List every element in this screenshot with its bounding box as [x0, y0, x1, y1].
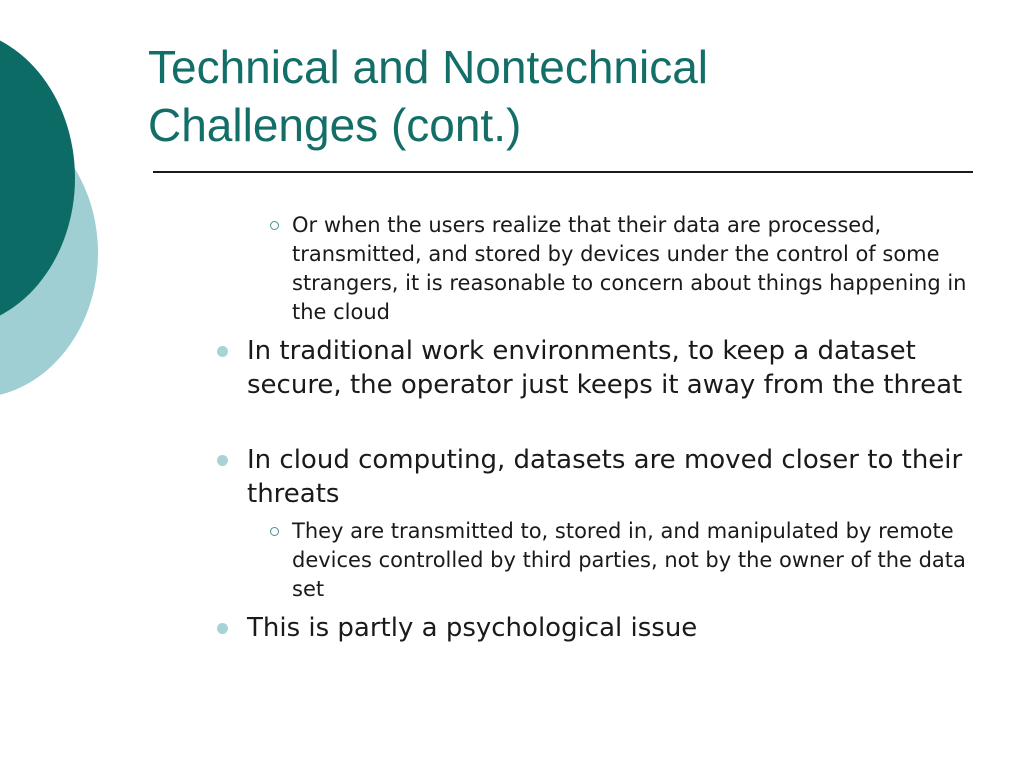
filled-bullet-icon — [217, 455, 228, 466]
slide-title-line-2: Challenges (cont.) — [148, 99, 522, 151]
bullet-item — [247, 334, 982, 402]
bullet-text: They are transmitted to, stored in, and manipulated by remote devices controlled by third parties, not by the owner of the data set — [292, 519, 966, 601]
bullet-item-sub — [292, 517, 972, 604]
bullet-text: In cloud computing, datasets are moved closer to their threats — [247, 445, 963, 509]
bullet-text: Or when the users realize that their data are processed, transmitted, and stored by devices under the control of some strangers, it is reasonable to concern about things happening in the cloud — [292, 213, 967, 324]
bullet-item — [247, 443, 982, 511]
bullet-text: This is partly a psychological issue — [247, 613, 698, 643]
bullet-item-sub — [292, 211, 972, 327]
filled-bullet-icon — [217, 346, 228, 357]
hollow-bullet-icon — [270, 527, 279, 536]
bullet-text: In traditional work environments, to keep a dataset secure, the operator just keeps it away from the threat — [247, 336, 963, 400]
hollow-bullet-icon — [270, 221, 279, 230]
slide-title-line-1: Technical and Nontechnical — [148, 41, 709, 93]
bullet-item — [247, 611, 982, 645]
filled-bullet-icon — [217, 623, 228, 634]
